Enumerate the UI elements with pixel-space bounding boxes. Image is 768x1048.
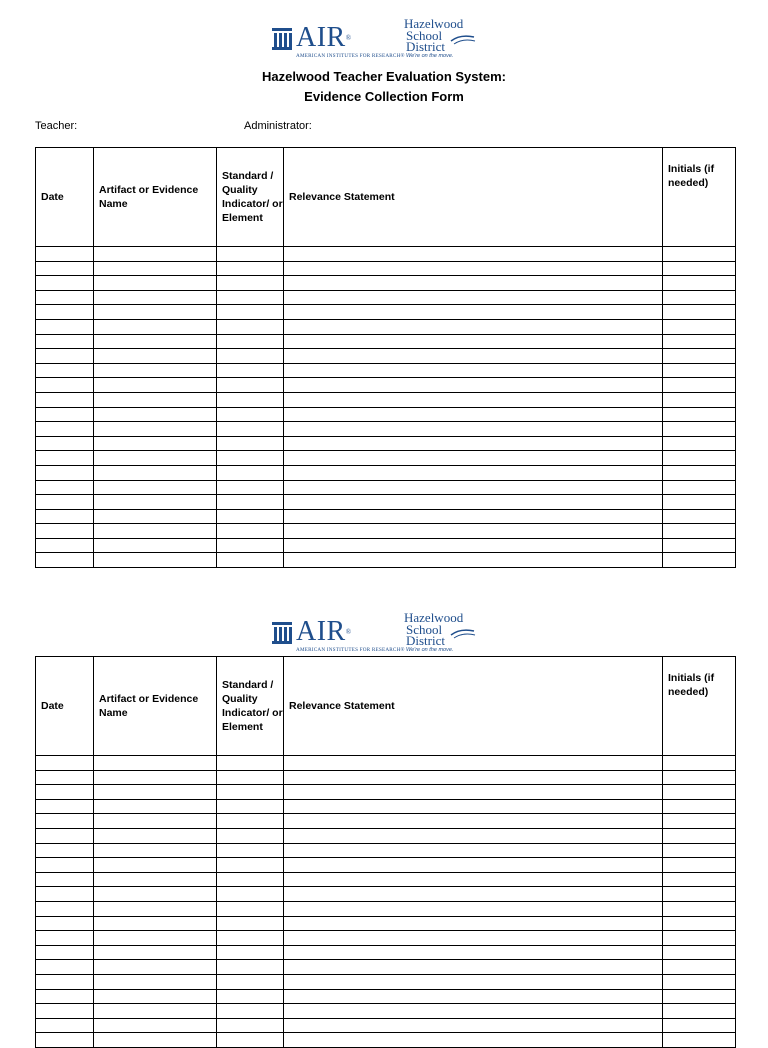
initials-cell[interactable] xyxy=(663,524,736,539)
table-row xyxy=(36,553,736,568)
standard-cell[interactable] xyxy=(217,392,284,407)
standard-cell[interactable] xyxy=(217,887,284,902)
standard-cell[interactable] xyxy=(217,785,284,800)
relevance-cell[interactable] xyxy=(284,756,663,771)
relevance-cell[interactable] xyxy=(284,305,663,320)
logo-header-2 xyxy=(0,612,768,656)
header-initials: Initials (if needed) xyxy=(663,148,736,247)
date-cell[interactable] xyxy=(36,378,94,393)
relevance-cell[interactable] xyxy=(284,887,663,902)
standard-cell[interactable] xyxy=(217,495,284,510)
date-cell[interactable] xyxy=(36,989,94,1004)
artifact-cell[interactable] xyxy=(94,1033,217,1048)
initials-cell[interactable] xyxy=(663,465,736,480)
artifact-cell[interactable] xyxy=(94,349,217,364)
artifact-cell[interactable] xyxy=(94,756,217,771)
artifact-cell[interactable] xyxy=(94,524,217,539)
relevance-cell[interactable] xyxy=(284,247,663,262)
relevance-cell[interactable] xyxy=(284,770,663,785)
initials-cell[interactable] xyxy=(663,931,736,946)
header-artifact: Artifact or Evidence Name xyxy=(94,148,217,247)
artifact-cell[interactable] xyxy=(94,465,217,480)
date-cell[interactable] xyxy=(36,785,94,800)
artifact-cell[interactable] xyxy=(94,261,217,276)
initials-cell[interactable] xyxy=(663,989,736,1004)
table-header-row xyxy=(36,148,736,247)
artifact-cell[interactable] xyxy=(94,422,217,437)
air-logo xyxy=(272,616,405,654)
hsd-line-1: Hazelwood xyxy=(404,610,464,625)
table-row xyxy=(36,843,736,858)
date-cell[interactable] xyxy=(36,858,94,873)
table-row xyxy=(36,480,736,495)
date-cell[interactable] xyxy=(36,247,94,262)
table-body-1 xyxy=(36,247,736,568)
date-cell[interactable] xyxy=(36,495,94,510)
standard-cell[interactable] xyxy=(217,465,284,480)
administrator-label: Administrator: xyxy=(244,120,312,132)
relevance-cell[interactable] xyxy=(284,553,663,568)
date-cell[interactable] xyxy=(36,945,94,960)
table-row xyxy=(36,916,736,931)
header-standard: Standard / Quality Indicator/ or Element xyxy=(217,148,284,247)
artifact-cell[interactable] xyxy=(94,901,217,916)
date-cell[interactable] xyxy=(36,872,94,887)
date-cell[interactable] xyxy=(36,465,94,480)
relevance-cell[interactable] xyxy=(284,524,663,539)
header-date: Date xyxy=(36,148,94,247)
initials-cell[interactable] xyxy=(663,378,736,393)
standard-cell[interactable] xyxy=(217,872,284,887)
standard-cell[interactable] xyxy=(217,960,284,975)
relevance-cell[interactable] xyxy=(284,261,663,276)
table-row xyxy=(36,378,736,393)
date-cell[interactable] xyxy=(36,451,94,466)
header-initials: Initials (if needed) xyxy=(663,657,736,756)
date-cell[interactable] xyxy=(36,770,94,785)
initials-cell[interactable] xyxy=(663,480,736,495)
table-row xyxy=(36,290,736,305)
standard-cell[interactable] xyxy=(217,538,284,553)
relevance-cell[interactable] xyxy=(284,828,663,843)
standard-cell[interactable] xyxy=(217,290,284,305)
initials-cell[interactable] xyxy=(663,887,736,902)
standard-cell[interactable] xyxy=(217,843,284,858)
date-cell[interactable] xyxy=(36,305,94,320)
table-row xyxy=(36,756,736,771)
standard-cell[interactable] xyxy=(217,407,284,422)
swoosh-icon xyxy=(450,32,476,46)
standard-cell[interactable] xyxy=(217,305,284,320)
table-row xyxy=(36,305,736,320)
date-cell[interactable] xyxy=(36,363,94,378)
relevance-cell[interactable] xyxy=(284,785,663,800)
initials-cell[interactable] xyxy=(663,334,736,349)
date-cell[interactable] xyxy=(36,1004,94,1019)
date-cell[interactable] xyxy=(36,334,94,349)
relevance-cell[interactable] xyxy=(284,931,663,946)
table-row xyxy=(36,1033,736,1048)
teacher-label: Teacher: xyxy=(35,120,78,132)
date-cell[interactable] xyxy=(36,887,94,902)
relevance-cell[interactable] xyxy=(284,290,663,305)
artifact-cell[interactable] xyxy=(94,814,217,829)
artifact-cell[interactable] xyxy=(94,799,217,814)
relevance-cell[interactable] xyxy=(284,495,663,510)
artifact-cell[interactable] xyxy=(94,392,217,407)
date-cell[interactable] xyxy=(36,901,94,916)
standard-cell[interactable] xyxy=(217,945,284,960)
initials-cell[interactable] xyxy=(663,538,736,553)
table-row xyxy=(36,465,736,480)
standard-cell[interactable] xyxy=(217,814,284,829)
initials-cell[interactable] xyxy=(663,363,736,378)
standard-cell[interactable] xyxy=(217,451,284,466)
standard-cell[interactable] xyxy=(217,931,284,946)
table-row xyxy=(36,1004,736,1019)
artifact-cell[interactable] xyxy=(94,1004,217,1019)
artifact-cell[interactable] xyxy=(94,319,217,334)
hsd-line-2: School xyxy=(406,27,443,43)
standard-cell[interactable] xyxy=(217,799,284,814)
hazelwood-logo xyxy=(404,18,476,62)
relevance-cell[interactable] xyxy=(284,872,663,887)
artifact-cell[interactable] xyxy=(94,509,217,524)
table-row xyxy=(36,349,736,364)
standard-cell[interactable] xyxy=(217,553,284,568)
hsd-line-2: School xyxy=(406,621,443,637)
table-row xyxy=(36,814,736,829)
initials-cell[interactable] xyxy=(663,305,736,320)
relevance-cell[interactable] xyxy=(284,407,663,422)
table-row xyxy=(36,407,736,422)
table-row xyxy=(36,422,736,437)
air-subtitle: AMERICAN INSTITUTES FOR RESEARCH® xyxy=(296,53,405,59)
date-cell[interactable] xyxy=(36,407,94,422)
hazelwood-logo xyxy=(404,612,476,656)
table-row xyxy=(36,931,736,946)
standard-cell[interactable] xyxy=(217,378,284,393)
artifact-cell[interactable] xyxy=(94,538,217,553)
initials-cell[interactable] xyxy=(663,261,736,276)
table-row xyxy=(36,524,736,539)
table-row xyxy=(36,334,736,349)
table-row xyxy=(36,887,736,902)
table-row xyxy=(36,828,736,843)
relevance-cell[interactable] xyxy=(284,276,663,291)
table-row xyxy=(36,1018,736,1033)
air-wordmark: AIR® xyxy=(296,616,352,647)
artifact-cell[interactable] xyxy=(94,872,217,887)
header-artifact: Artifact or Evidence Name xyxy=(94,657,217,756)
initials-cell[interactable] xyxy=(663,1033,736,1048)
initials-cell[interactable] xyxy=(663,349,736,364)
artifact-cell[interactable] xyxy=(94,276,217,291)
standard-cell[interactable] xyxy=(217,901,284,916)
standard-cell[interactable] xyxy=(217,480,284,495)
artifact-cell[interactable] xyxy=(94,960,217,975)
relevance-cell[interactable] xyxy=(284,960,663,975)
artifact-cell[interactable] xyxy=(94,858,217,873)
initials-cell[interactable] xyxy=(663,290,736,305)
standard-cell[interactable] xyxy=(217,1004,284,1019)
air-wordmark: AIR® xyxy=(296,22,352,53)
table-row xyxy=(36,276,736,291)
initials-cell[interactable] xyxy=(663,945,736,960)
artifact-cell[interactable] xyxy=(94,989,217,1004)
initials-cell[interactable] xyxy=(663,1018,736,1033)
artifact-cell[interactable] xyxy=(94,1018,217,1033)
relevance-cell[interactable] xyxy=(284,422,663,437)
standard-cell[interactable] xyxy=(217,1018,284,1033)
date-cell[interactable] xyxy=(36,756,94,771)
standard-cell[interactable] xyxy=(217,422,284,437)
date-cell[interactable] xyxy=(36,422,94,437)
date-cell[interactable] xyxy=(36,538,94,553)
table-row xyxy=(36,247,736,262)
form-title-line-2: Evidence Collection Form xyxy=(304,89,464,104)
standard-cell[interactable] xyxy=(217,770,284,785)
relevance-cell[interactable] xyxy=(284,799,663,814)
table-row xyxy=(36,945,736,960)
initials-cell[interactable] xyxy=(663,319,736,334)
standard-cell[interactable] xyxy=(217,334,284,349)
date-cell[interactable] xyxy=(36,916,94,931)
header-date: Date xyxy=(36,657,94,756)
relevance-cell[interactable] xyxy=(284,436,663,451)
initials-cell[interactable] xyxy=(663,756,736,771)
relevance-cell[interactable] xyxy=(284,538,663,553)
relevance-cell[interactable] xyxy=(284,1033,663,1048)
relevance-cell[interactable] xyxy=(284,509,663,524)
logo-header-1 xyxy=(0,18,768,62)
standard-cell[interactable] xyxy=(217,916,284,931)
standard-cell[interactable] xyxy=(217,756,284,771)
artifact-cell[interactable] xyxy=(94,363,217,378)
artifact-cell[interactable] xyxy=(94,843,217,858)
relevance-cell[interactable] xyxy=(284,901,663,916)
initials-cell[interactable] xyxy=(663,799,736,814)
date-cell[interactable] xyxy=(36,524,94,539)
artifact-cell[interactable] xyxy=(94,828,217,843)
relevance-cell[interactable] xyxy=(284,465,663,480)
date-cell[interactable] xyxy=(36,349,94,364)
relevance-cell[interactable] xyxy=(284,974,663,989)
date-cell[interactable] xyxy=(36,392,94,407)
header-relevance: Relevance Statement xyxy=(284,148,663,247)
header-standard: Standard / Quality Indicator/ or Element xyxy=(217,657,284,756)
header-relevance: Relevance Statement xyxy=(284,657,663,756)
date-cell[interactable] xyxy=(36,1033,94,1048)
standard-cell[interactable] xyxy=(217,858,284,873)
artifact-cell[interactable] xyxy=(94,480,217,495)
date-cell[interactable] xyxy=(36,799,94,814)
artifact-cell[interactable] xyxy=(94,785,217,800)
initials-cell[interactable] xyxy=(663,828,736,843)
table-row xyxy=(36,261,736,276)
standard-cell[interactable] xyxy=(217,509,284,524)
artifact-cell[interactable] xyxy=(94,451,217,466)
initials-cell[interactable] xyxy=(663,407,736,422)
standard-cell[interactable] xyxy=(217,247,284,262)
date-cell[interactable] xyxy=(36,319,94,334)
initials-cell[interactable] xyxy=(663,392,736,407)
standard-cell[interactable] xyxy=(217,974,284,989)
table-row xyxy=(36,770,736,785)
table-row xyxy=(36,974,736,989)
artifact-cell[interactable] xyxy=(94,887,217,902)
initials-cell[interactable] xyxy=(663,770,736,785)
relevance-cell[interactable] xyxy=(284,349,663,364)
hsd-tagline: We're on the move. xyxy=(406,646,454,653)
standard-cell[interactable] xyxy=(217,524,284,539)
artifact-cell[interactable] xyxy=(94,495,217,510)
table-row xyxy=(36,960,736,975)
relevance-cell[interactable] xyxy=(284,480,663,495)
air-logo xyxy=(272,22,405,60)
standard-cell[interactable] xyxy=(217,349,284,364)
initials-cell[interactable] xyxy=(663,451,736,466)
table-row xyxy=(36,989,736,1004)
relevance-cell[interactable] xyxy=(284,319,663,334)
table-row xyxy=(36,858,736,873)
relevance-cell[interactable] xyxy=(284,378,663,393)
relevance-cell[interactable] xyxy=(284,451,663,466)
table-row xyxy=(36,392,736,407)
relevance-cell[interactable] xyxy=(284,989,663,1004)
evidence-table-2 xyxy=(35,656,736,1048)
initials-cell[interactable] xyxy=(663,916,736,931)
date-cell[interactable] xyxy=(36,436,94,451)
artifact-cell[interactable] xyxy=(94,305,217,320)
table-row xyxy=(36,538,736,553)
initials-cell[interactable] xyxy=(663,553,736,568)
relevance-cell[interactable] xyxy=(284,843,663,858)
date-cell[interactable] xyxy=(36,1018,94,1033)
date-cell[interactable] xyxy=(36,974,94,989)
date-cell[interactable] xyxy=(36,509,94,524)
table-row xyxy=(36,509,736,524)
swoosh-icon xyxy=(450,626,476,640)
artifact-cell[interactable] xyxy=(94,436,217,451)
date-cell[interactable] xyxy=(36,290,94,305)
artifact-cell[interactable] xyxy=(94,290,217,305)
table-row xyxy=(36,799,736,814)
table-row xyxy=(36,495,736,510)
initials-cell[interactable] xyxy=(663,858,736,873)
initials-cell[interactable] xyxy=(663,843,736,858)
initials-cell[interactable] xyxy=(663,814,736,829)
table-row xyxy=(36,436,736,451)
table-row xyxy=(36,451,736,466)
standard-cell[interactable] xyxy=(217,319,284,334)
artifact-cell[interactable] xyxy=(94,247,217,262)
relevance-cell[interactable] xyxy=(284,858,663,873)
hsd-line-3: District xyxy=(406,39,445,54)
date-cell[interactable] xyxy=(36,480,94,495)
initials-cell[interactable] xyxy=(663,247,736,262)
air-subtitle: AMERICAN INSTITUTES FOR RESEARCH® xyxy=(296,647,405,653)
relevance-cell[interactable] xyxy=(284,945,663,960)
initials-cell[interactable] xyxy=(663,1004,736,1019)
standard-cell[interactable] xyxy=(217,989,284,1004)
relevance-cell[interactable] xyxy=(284,814,663,829)
relevance-cell[interactable] xyxy=(284,334,663,349)
initials-cell[interactable] xyxy=(663,495,736,510)
table-row xyxy=(36,319,736,334)
date-cell[interactable] xyxy=(36,553,94,568)
artifact-cell[interactable] xyxy=(94,770,217,785)
artifact-cell[interactable] xyxy=(94,916,217,931)
air-building-icon xyxy=(272,28,292,50)
hsd-line-1: Hazelwood xyxy=(404,16,464,31)
artifact-cell[interactable] xyxy=(94,931,217,946)
date-cell[interactable] xyxy=(36,960,94,975)
standard-cell[interactable] xyxy=(217,276,284,291)
date-cell[interactable] xyxy=(36,276,94,291)
standard-cell[interactable] xyxy=(217,828,284,843)
date-cell[interactable] xyxy=(36,261,94,276)
artifact-cell[interactable] xyxy=(94,378,217,393)
table-header-row xyxy=(36,657,736,756)
artifact-cell[interactable] xyxy=(94,407,217,422)
standard-cell[interactable] xyxy=(217,261,284,276)
date-cell[interactable] xyxy=(36,828,94,843)
standard-cell[interactable] xyxy=(217,363,284,378)
initials-cell[interactable] xyxy=(663,785,736,800)
table-row xyxy=(36,363,736,378)
artifact-cell[interactable] xyxy=(94,334,217,349)
relevance-cell[interactable] xyxy=(284,916,663,931)
form-title-line-1: Hazelwood Teacher Evaluation System: xyxy=(262,69,506,84)
initials-cell[interactable] xyxy=(663,960,736,975)
relevance-cell[interactable] xyxy=(284,363,663,378)
initials-cell[interactable] xyxy=(663,901,736,916)
table-row xyxy=(36,785,736,800)
relevance-cell[interactable] xyxy=(284,392,663,407)
hsd-tagline: We're on the move. xyxy=(406,52,454,59)
standard-cell[interactable] xyxy=(217,436,284,451)
hsd-line-3: District xyxy=(406,633,445,648)
table-row xyxy=(36,901,736,916)
artifact-cell[interactable] xyxy=(94,553,217,568)
initials-cell[interactable] xyxy=(663,974,736,989)
date-cell[interactable] xyxy=(36,843,94,858)
initials-cell[interactable] xyxy=(663,276,736,291)
standard-cell[interactable] xyxy=(217,1033,284,1048)
relevance-cell[interactable] xyxy=(284,1018,663,1033)
table-body-2 xyxy=(36,756,736,1048)
initials-cell[interactable] xyxy=(663,509,736,524)
relevance-cell[interactable] xyxy=(284,1004,663,1019)
artifact-cell[interactable] xyxy=(94,945,217,960)
initials-cell[interactable] xyxy=(663,872,736,887)
date-cell[interactable] xyxy=(36,931,94,946)
table-row xyxy=(36,872,736,887)
artifact-cell[interactable] xyxy=(94,974,217,989)
evidence-table-1 xyxy=(35,147,736,568)
initials-cell[interactable] xyxy=(663,436,736,451)
initials-cell[interactable] xyxy=(663,422,736,437)
air-building-icon xyxy=(272,622,292,644)
date-cell[interactable] xyxy=(36,814,94,829)
